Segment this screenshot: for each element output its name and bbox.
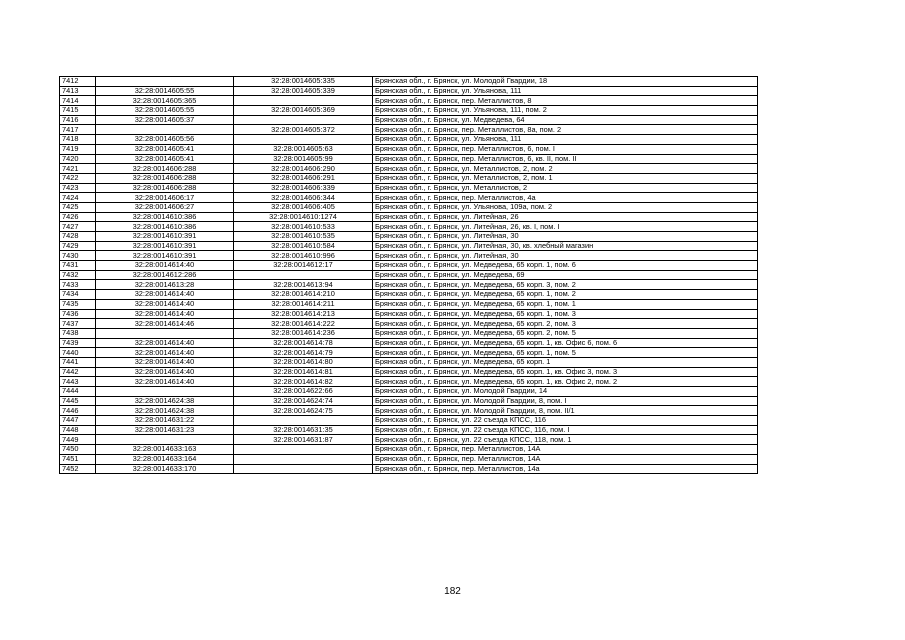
address-cell: Брянская обл., г. Брянск, ул. Медведева, 65 корп. 3, пом. 2 (373, 280, 758, 290)
object-cadastral-number-cell: 32:28:0014614:80 (234, 357, 373, 367)
row-number-cell: 7428 (60, 232, 96, 242)
address-cell: Брянская обл., г. Брянск, ул. Медведева, 65 корп. 2, пом. 5 (373, 328, 758, 338)
table-row (60, 309, 758, 319)
object-cadastral-number-cell: 32:28:0014605:335 (234, 77, 373, 87)
land-plot-cadastral-number-cell: 32:28:0014610:391 (96, 232, 234, 242)
land-plot-cadastral-number-cell: 32:28:0014614:40 (96, 367, 234, 377)
object-cadastral-number-cell: 32:28:0014614:82 (234, 377, 373, 387)
table-row (60, 348, 758, 358)
object-cadastral-number-cell: 32:28:0014614:78 (234, 338, 373, 348)
row-number-cell: 7426 (60, 212, 96, 222)
table-row (60, 222, 758, 232)
land-plot-cadastral-number-cell: 32:28:0014605:41 (96, 144, 234, 154)
table-row (60, 193, 758, 203)
table-row (60, 338, 758, 348)
table-row (60, 367, 758, 377)
object-cadastral-number-cell: 32:28:0014606:291 (234, 173, 373, 183)
row-number-cell: 7412 (60, 77, 96, 87)
table-row (60, 396, 758, 406)
land-plot-cadastral-number-cell: 32:28:0014633:163 (96, 445, 234, 455)
land-plot-cadastral-number-cell (96, 125, 234, 135)
land-plot-cadastral-number-cell: 32:28:0014614:40 (96, 357, 234, 367)
row-number-cell: 7445 (60, 396, 96, 406)
table-row (60, 261, 758, 271)
row-number-cell: 7415 (60, 106, 96, 116)
address-cell: Брянская обл., г. Брянск, ул. Медведева, 65 корп. 1, пом. 3 (373, 309, 758, 319)
address-cell: Брянская обл., г. Брянск, ул. Металлистов, 2, пом. 1 (373, 173, 758, 183)
land-plot-cadastral-number-cell: 32:28:0014605:365 (96, 96, 234, 106)
row-number-cell: 7430 (60, 251, 96, 261)
row-number-cell: 7416 (60, 115, 96, 125)
object-cadastral-number-cell (234, 115, 373, 125)
row-number-cell: 7427 (60, 222, 96, 232)
table-row (60, 173, 758, 183)
land-plot-cadastral-number-cell: 32:28:0014633:170 (96, 464, 234, 474)
row-number-cell: 7439 (60, 338, 96, 348)
address-cell: Брянская обл., г. Брянск, ул. Медведева, 65 корп. 1, кв. Офис 6, пом. 6 (373, 338, 758, 348)
row-number-cell: 7440 (60, 348, 96, 358)
table-row (60, 454, 758, 464)
table-row (60, 445, 758, 455)
land-plot-cadastral-number-cell (96, 328, 234, 338)
land-plot-cadastral-number-cell: 32:28:0014631:22 (96, 416, 234, 426)
object-cadastral-number-cell (234, 416, 373, 426)
table-row (60, 202, 758, 212)
row-number-cell: 7423 (60, 183, 96, 193)
address-cell: Брянская обл., г. Брянск, ул. Металлистов, 2 (373, 183, 758, 193)
object-cadastral-number-cell: 32:28:0014606:344 (234, 193, 373, 203)
address-cell: Брянская обл., г. Брянск, пер. Металлистов, 6, кв. II, пом. II (373, 154, 758, 164)
table-row (60, 416, 758, 426)
row-number-cell: 7437 (60, 319, 96, 329)
object-cadastral-number-cell: 32:28:0014610:996 (234, 251, 373, 261)
object-cadastral-number-cell (234, 445, 373, 455)
land-plot-cadastral-number-cell: 32:28:0014605:56 (96, 135, 234, 145)
row-number-cell: 7447 (60, 416, 96, 426)
object-cadastral-number-cell: 32:28:0014631:35 (234, 425, 373, 435)
land-plot-cadastral-number-cell: 32:28:0014624:38 (96, 396, 234, 406)
object-cadastral-number-cell: 32:28:0014610:1274 (234, 212, 373, 222)
object-cadastral-number-cell: 32:28:0014613:94 (234, 280, 373, 290)
row-number-cell: 7448 (60, 425, 96, 435)
address-cell: Брянская обл., г. Брянск, ул. Медведева, 69 (373, 270, 758, 280)
land-plot-cadastral-number-cell: 32:28:0014614:40 (96, 261, 234, 271)
address-cell: Брянская обл., г. Брянск, пер. Металлистов, 8 (373, 96, 758, 106)
address-cell: Брянская обл., г. Брянск, пер. Металлистов, 4а (373, 193, 758, 203)
address-cell: Брянская обл., г. Брянск, ул. Молодой Гвардии, 8, пом. II/1 (373, 406, 758, 416)
table-row (60, 86, 758, 96)
row-number-cell: 7443 (60, 377, 96, 387)
object-cadastral-number-cell: 32:28:0014614:236 (234, 328, 373, 338)
address-cell: Брянская обл., г. Брянск, ул. Литейная, 30, кв. хлебный магазин (373, 241, 758, 251)
land-plot-cadastral-number-cell: 32:28:0014614:40 (96, 299, 234, 309)
table-row (60, 319, 758, 329)
address-cell: Брянская обл., г. Брянск, ул. Ульянова, 109а, пом. 2 (373, 202, 758, 212)
row-number-cell: 7450 (60, 445, 96, 455)
address-cell: Брянская обл., г. Брянск, ул. Литейная, 30 (373, 251, 758, 261)
address-cell: Брянская обл., г. Брянск, ул. Медведева, 65 корп. 1, кв. Офис 2, пом. 2 (373, 377, 758, 387)
address-cell: Брянская обл., г. Брянск, ул. Медведева, 65 корп. 1, пом. 5 (373, 348, 758, 358)
table-row (60, 435, 758, 445)
object-cadastral-number-cell: 32:28:0014614:213 (234, 309, 373, 319)
object-cadastral-number-cell (234, 270, 373, 280)
object-cadastral-number-cell (234, 135, 373, 145)
land-plot-cadastral-number-cell: 32:28:0014605:55 (96, 86, 234, 96)
row-number-cell: 7438 (60, 328, 96, 338)
address-cell: Брянская обл., г. Брянск, ул. Ульянова, 111 (373, 135, 758, 145)
land-plot-cadastral-number-cell: 32:28:0014610:386 (96, 212, 234, 222)
row-number-cell: 7451 (60, 454, 96, 464)
row-number-cell: 7446 (60, 406, 96, 416)
address-cell: Брянская обл., г. Брянск, ул. Медведева, 65 корп. 1, кв. Офис 3, пом. 3 (373, 367, 758, 377)
land-plot-cadastral-number-cell: 32:28:0014633:164 (96, 454, 234, 464)
table-row (60, 135, 758, 145)
land-plot-cadastral-number-cell: 32:28:0014606:27 (96, 202, 234, 212)
address-cell: Брянская обл., г. Брянск, пер. Металлистов, 14А (373, 445, 758, 455)
land-plot-cadastral-number-cell: 32:28:0014605:41 (96, 154, 234, 164)
table-row (60, 154, 758, 164)
land-plot-cadastral-number-cell: 32:28:0014606:288 (96, 164, 234, 174)
land-plot-cadastral-number-cell: 32:28:0014631:23 (96, 425, 234, 435)
object-cadastral-number-cell: 32:28:0014610:533 (234, 222, 373, 232)
table-row (60, 96, 758, 106)
address-cell: Брянская обл., г. Брянск, ул. Медведева, 65 корп. 2, пом. 3 (373, 319, 758, 329)
row-number-cell: 7420 (60, 154, 96, 164)
land-plot-cadastral-number-cell: 32:28:0014614:46 (96, 319, 234, 329)
row-number-cell: 7444 (60, 387, 96, 397)
address-cell: Брянская обл., г. Брянск, ул. 22 съезда КПСС, 118, пом. 1 (373, 435, 758, 445)
object-cadastral-number-cell: 32:28:0014614:79 (234, 348, 373, 358)
address-cell: Брянская обл., г. Брянск, ул. Металлистов, 2, пом. 2 (373, 164, 758, 174)
object-cadastral-number-cell: 32:28:0014606:290 (234, 164, 373, 174)
table-row (60, 357, 758, 367)
address-cell: Брянская обл., г. Брянск, пер. Металлистов, 6, пом. I (373, 144, 758, 154)
row-number-cell: 7432 (60, 270, 96, 280)
row-number-cell: 7418 (60, 135, 96, 145)
object-cadastral-number-cell: 32:28:0014605:339 (234, 86, 373, 96)
object-cadastral-number-cell (234, 464, 373, 474)
table-row (60, 377, 758, 387)
table-row (60, 387, 758, 397)
table-row (60, 425, 758, 435)
table-row (60, 115, 758, 125)
land-plot-cadastral-number-cell (96, 387, 234, 397)
land-plot-cadastral-number-cell: 32:28:0014614:40 (96, 377, 234, 387)
table-row (60, 290, 758, 300)
table-row (60, 464, 758, 474)
row-number-cell: 7429 (60, 241, 96, 251)
row-number-cell: 7419 (60, 144, 96, 154)
address-cell: Брянская обл., г. Брянск, ул. Молодой Гвардии, 14 (373, 387, 758, 397)
address-cell: Брянская обл., г. Брянск, пер. Металлистов, 14А (373, 454, 758, 464)
table-row (60, 280, 758, 290)
register-table-body (60, 77, 758, 474)
land-plot-cadastral-number-cell: 32:28:0014614:40 (96, 290, 234, 300)
object-cadastral-number-cell: 32:28:0014605:63 (234, 144, 373, 154)
address-cell: Брянская обл., г. Брянск, ул. Медведева, 65 корп. 1, пом. 6 (373, 261, 758, 271)
table-row (60, 125, 758, 135)
address-cell: Брянская обл., г. Брянск, ул. Медведева, 65 корп. 1, пом. 2 (373, 290, 758, 300)
land-plot-cadastral-number-cell: 32:28:0014614:40 (96, 309, 234, 319)
land-plot-cadastral-number-cell: 32:28:0014613:28 (96, 280, 234, 290)
land-plot-cadastral-number-cell: 32:28:0014605:55 (96, 106, 234, 116)
row-number-cell: 7442 (60, 367, 96, 377)
object-cadastral-number-cell: 32:28:0014605:369 (234, 106, 373, 116)
row-number-cell: 7413 (60, 86, 96, 96)
land-plot-cadastral-number-cell: 32:28:0014606:288 (96, 173, 234, 183)
land-plot-cadastral-number-cell: 32:28:0014614:40 (96, 338, 234, 348)
land-plot-cadastral-number-cell: 32:28:0014624:38 (96, 406, 234, 416)
row-number-cell: 7436 (60, 309, 96, 319)
row-number-cell: 7417 (60, 125, 96, 135)
address-cell: Брянская обл., г. Брянск, ул. Медведева, 64 (373, 115, 758, 125)
object-cadastral-number-cell: 32:28:0014606:339 (234, 183, 373, 193)
land-plot-cadastral-number-cell: 32:28:0014610:391 (96, 251, 234, 261)
land-plot-cadastral-number-cell (96, 77, 234, 87)
row-number-cell: 7434 (60, 290, 96, 300)
address-cell: Брянская обл., г. Брянск, пер. Металлистов, 8а, пом. 2 (373, 125, 758, 135)
property-register-table (59, 76, 758, 474)
object-cadastral-number-cell: 32:28:0014631:87 (234, 435, 373, 445)
table-row (60, 241, 758, 251)
address-cell: Брянская обл., г. Брянск, пер. Металлистов, 14а (373, 464, 758, 474)
object-cadastral-number-cell: 32:28:0014610:584 (234, 241, 373, 251)
address-cell: Брянская обл., г. Брянск, ул. 22 съезда КПСС, 116 (373, 416, 758, 426)
object-cadastral-number-cell: 32:28:0014614:81 (234, 367, 373, 377)
table-row (60, 251, 758, 261)
address-cell: Брянская обл., г. Брянск, ул. Литейная, 26 (373, 212, 758, 222)
table-row (60, 106, 758, 116)
row-number-cell: 7433 (60, 280, 96, 290)
land-plot-cadastral-number-cell: 32:28:0014610:386 (96, 222, 234, 232)
table-row (60, 299, 758, 309)
object-cadastral-number-cell: 32:28:0014612:17 (234, 261, 373, 271)
object-cadastral-number-cell: 32:28:0014614:211 (234, 299, 373, 309)
page-number: 182 (444, 586, 461, 597)
object-cadastral-number-cell (234, 96, 373, 106)
object-cadastral-number-cell: 32:28:0014605:372 (234, 125, 373, 135)
object-cadastral-number-cell: 32:28:0014622:66 (234, 387, 373, 397)
object-cadastral-number-cell: 32:28:0014610:535 (234, 232, 373, 242)
object-cadastral-number-cell: 32:28:0014614:222 (234, 319, 373, 329)
address-cell: Брянская обл., г. Брянск, ул. Молодой Гвардии, 8, пом. I (373, 396, 758, 406)
row-number-cell: 7449 (60, 435, 96, 445)
land-plot-cadastral-number-cell: 32:28:0014610:391 (96, 241, 234, 251)
table-row (60, 183, 758, 193)
table-row (60, 77, 758, 87)
address-cell: Брянская обл., г. Брянск, ул. 22 съезда КПСС, 116, пом. I (373, 425, 758, 435)
object-cadastral-number-cell: 32:28:0014614:210 (234, 290, 373, 300)
table-row (60, 328, 758, 338)
land-plot-cadastral-number-cell (96, 435, 234, 445)
address-cell: Брянская обл., г. Брянск, ул. Медведева, 65 корп. 1 (373, 357, 758, 367)
address-cell: Брянская обл., г. Брянск, ул. Литейная, 26, кв. I, пом. I (373, 222, 758, 232)
row-number-cell: 7435 (60, 299, 96, 309)
row-number-cell: 7421 (60, 164, 96, 174)
table-row (60, 164, 758, 174)
address-cell: Брянская обл., г. Брянск, ул. Молодой Гвардии, 18 (373, 77, 758, 87)
address-cell: Брянская обл., г. Брянск, ул. Ульянова, 111, пом. 2 (373, 106, 758, 116)
land-plot-cadastral-number-cell: 32:28:0014606:17 (96, 193, 234, 203)
object-cadastral-number-cell (234, 454, 373, 464)
object-cadastral-number-cell: 32:28:0014605:99 (234, 154, 373, 164)
object-cadastral-number-cell: 32:28:0014624:75 (234, 406, 373, 416)
object-cadastral-number-cell: 32:28:0014624:74 (234, 396, 373, 406)
row-number-cell: 7425 (60, 202, 96, 212)
object-cadastral-number-cell: 32:28:0014606:405 (234, 202, 373, 212)
address-cell: Брянская обл., г. Брянск, ул. Литейная, 30 (373, 232, 758, 242)
table-row (60, 406, 758, 416)
row-number-cell: 7414 (60, 96, 96, 106)
table-row (60, 212, 758, 222)
land-plot-cadastral-number-cell: 32:28:0014614:40 (96, 348, 234, 358)
address-cell: Брянская обл., г. Брянск, ул. Медведева, 65 корп. 1, пом. 1 (373, 299, 758, 309)
row-number-cell: 7452 (60, 464, 96, 474)
table-row (60, 270, 758, 280)
row-number-cell: 7441 (60, 357, 96, 367)
row-number-cell: 7431 (60, 261, 96, 271)
land-plot-cadastral-number-cell: 32:28:0014605:37 (96, 115, 234, 125)
row-number-cell: 7422 (60, 173, 96, 183)
table-row (60, 144, 758, 154)
table-row (60, 232, 758, 242)
land-plot-cadastral-number-cell: 32:28:0014612:286 (96, 270, 234, 280)
land-plot-cadastral-number-cell: 32:28:0014606:288 (96, 183, 234, 193)
row-number-cell: 7424 (60, 193, 96, 203)
address-cell: Брянская обл., г. Брянск, ул. Ульянова, 111 (373, 86, 758, 96)
